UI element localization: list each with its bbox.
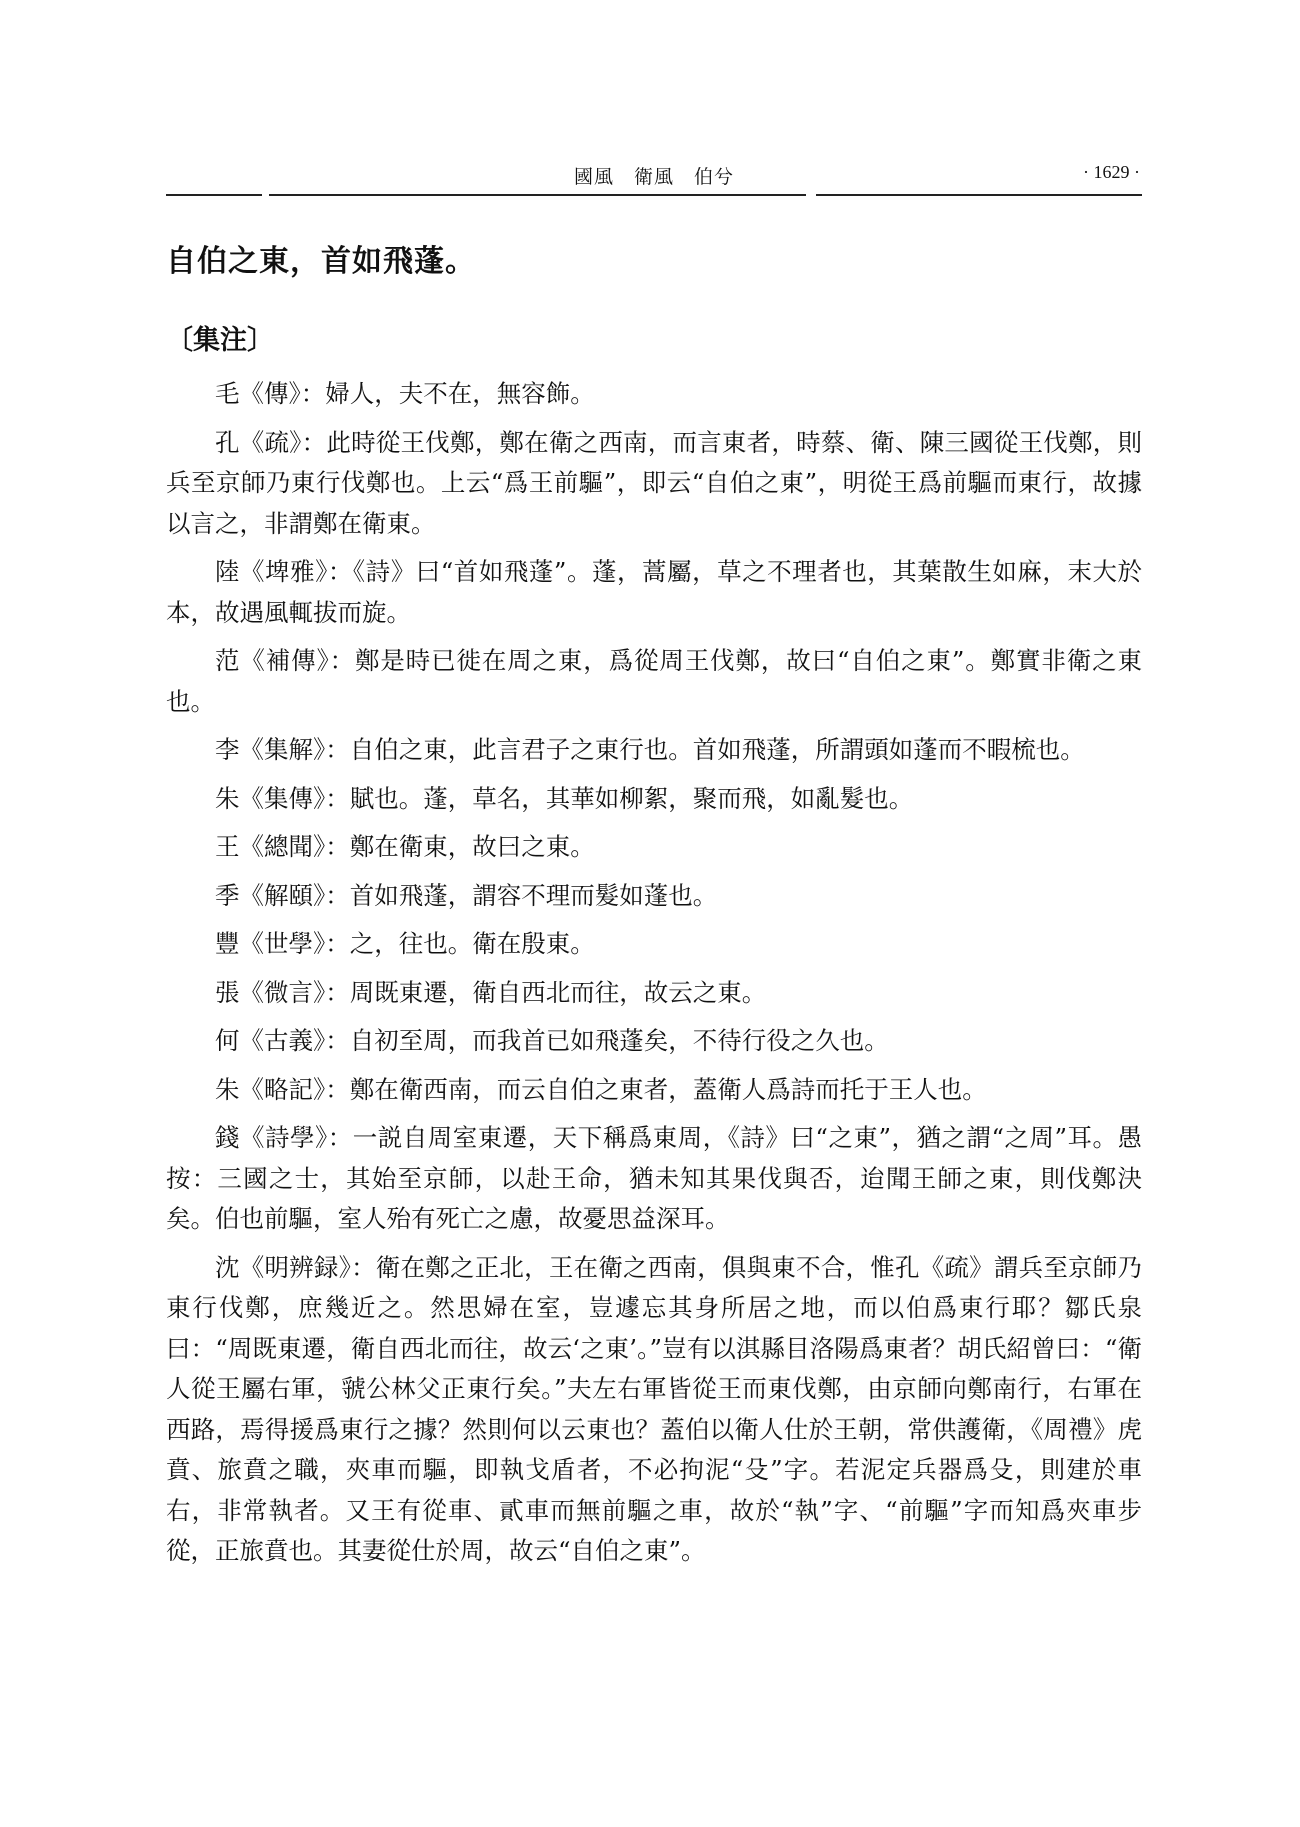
commentary-entry-he: 何《古義》：自初至周，而我首已如飛蓬矣，不待行役之久也。 [215,1026,889,1055]
commentary-entry-zhu-lueji: 朱《略記》：鄭在衛西南，而云自伯之東者，蓋衛人爲詩而托于王人也。 [215,1074,987,1104]
page-header [166,158,1142,194]
commentary-entry-feng: 豐《世學》：之，往也。衛在殷東。 [215,929,595,958]
verse-heading: 自伯之東，首如飛蓬。 [166,244,476,279]
commentary-entry-zhang: 張《微言》：周既東遷，衛自西北而往，故云之東。 [215,977,767,1007]
commentary-entry-ji: 季《解頤》：首如飛蓬，謂容不理而髮如蓬也。 [215,880,718,910]
commentary-entry-zhu-jizhuan: 朱《集傳》：賦也。蓬，草名，其華如柳絮，聚而飛，如亂髮也。 [215,783,914,813]
section-label: 〔集注〕 [166,325,274,356]
running-head: 國風 衛風 伯兮 [573,166,734,188]
header-rule [166,194,1142,196]
commentary-entry-fan: 范《補傳》：鄭是時已徙在周之東，爲從周王伐鄭，故曰“自伯之東”。鄭實非衛之東也。 [166,646,1142,716]
header-rule-gap [806,193,816,197]
commentary-entry-qian: 錢《詩學》：一説自周室東遷，天下稱爲東周，《詩》曰“之東”，猶之謂“之周”耳。愚按：三國之士，其始至京師，以赴王命，猶未知其果伐與否，迨聞王師之東，則伐鄭決矣。伯也前驅，室人殆有死亡之慮，故憂思益深耳。 [166,1123,1142,1233]
commentary-entry-lu: 陸《埤雅》：《詩》曰“首如飛蓬”。蓬，蒿屬，草之不理者也，其葉散生如麻，末大於本，故遇風輒拔而旋。 [166,557,1142,627]
commentary-body [166,374,1142,1580]
commentary-entry-shen: 沈《明辨録》：衛在鄭之正北，王在衛之西南，俱與東不合，惟孔《疏》謂兵至京師乃東行伐鄭，庶幾近之。然思婦在室，豈遽忘其身所居之地，而以伯爲東行耶？鄒氏泉曰：“周既東遷，衛自西北而往，故云‘之東’。”豈有以淇縣目洛陽爲東者？胡氏紹曾曰：“衛人從王屬右軍，虢公林父正東行矣。”夫左右軍皆從王而東伐鄭，由京師向鄭南行，右軍在西路，焉得援爲東行之據？然則何以云東也？蓋伯以衛人仕於王朝，常供護衛，《周禮》虎賁、旅賁之職，夾車而驅，即執戈盾者，不必拘泥“殳”字。若泥定兵器爲殳，則建於車右，非常執者。又王有從車、貳車而無前驅之車，故於“執”字、“前驅”字而知爲夾車步從，正旅賁也。其妻從仕於周，故云“自伯之東”。 [166,1252,1142,1565]
page-number: · 1629 · [1083,162,1140,182]
commentary-entry-kong: 孔《疏》：此時從王伐鄭，鄭在衛之西南，而言東者，時蔡、衛、陳三國從王伐鄭，則兵至京師乃東行伐鄭也。上云“爲王前驅”，即云“自伯之東”，明從王爲前驅而東行，故據以言之，非謂鄭在衛東。 [166,427,1142,538]
header-rule-gap [262,193,269,197]
commentary-entry-li: 李《集解》：自伯之東，此言君子之東行也。首如飛蓬，所謂頭如蓬而不暇梳也。 [215,735,1085,764]
commentary-entry-wang: 王《總聞》：鄭在衛東，故曰之東。 [215,832,595,861]
commentary-entry-mao: 毛《傳》：婦人，夫不在，無容飾。 [215,379,595,408]
